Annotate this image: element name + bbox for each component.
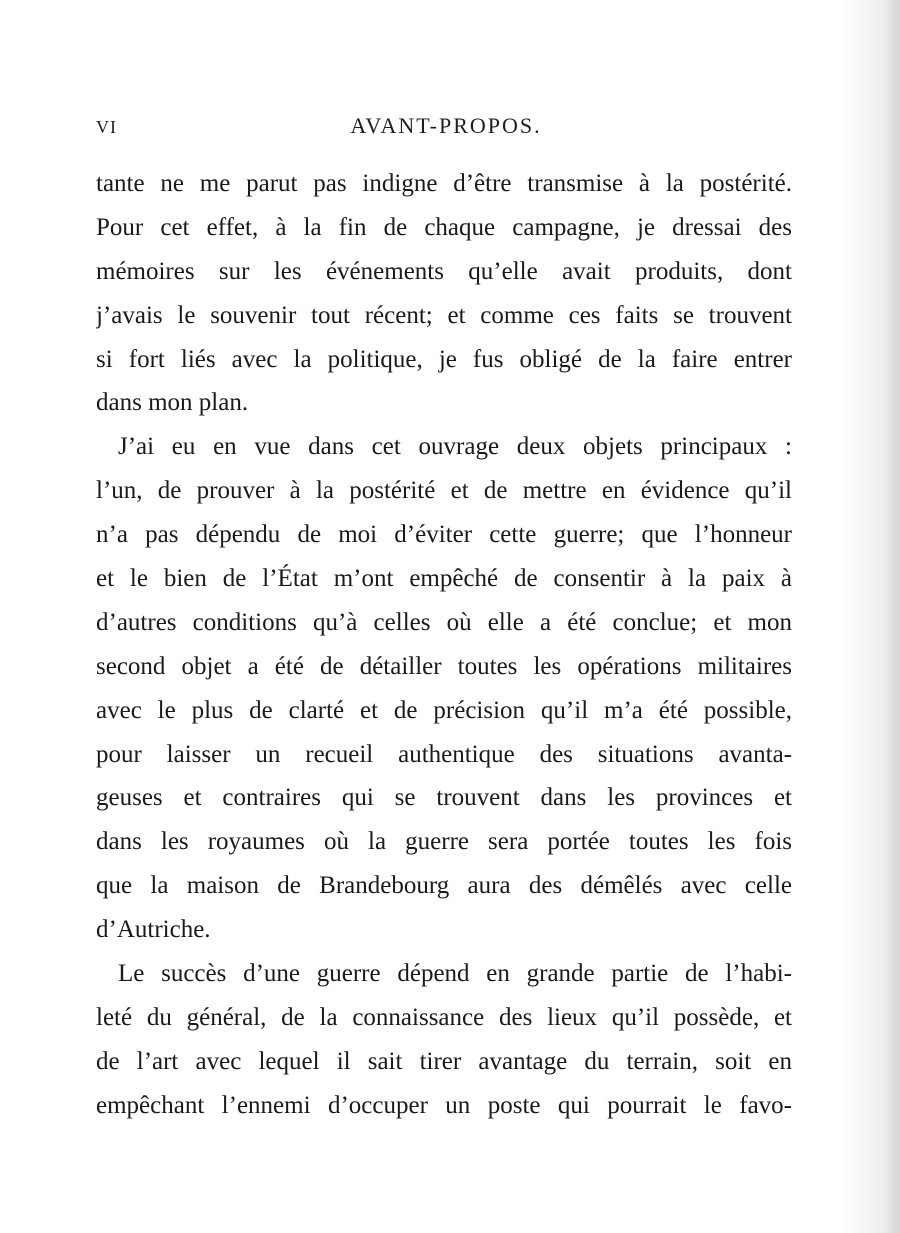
text-line: leté du général, de la connaissance des lieux qu’il possède, et	[96, 1003, 792, 1031]
text-line: geuses et contraires qui se trouvent dans les provinces et	[96, 784, 792, 812]
text-line: de l’art avec lequel il sait tirer avantage du terrain, soit en	[96, 1047, 792, 1075]
page-edge-shadow	[840, 0, 900, 1233]
text-line: et le bien de l’État m’ont empêché de consentir à la paix à	[96, 565, 792, 593]
body-text	[96, 162, 792, 1128]
text-line: mémoires sur les événements qu’elle avait produits, dont	[96, 257, 792, 285]
running-head: AVANT-PROPOS.	[350, 113, 542, 138]
text-line: d’autres conditions qu’à celles où elle a été conclue; et mon	[96, 608, 792, 636]
page-number: VI	[96, 117, 117, 137]
text-line: empêchant l’ennemi d’occuper un poste qui pourrait le favo-	[96, 1091, 792, 1119]
page-header	[96, 113, 796, 143]
text-line: second objet a été de détailler toutes les opérations militaires	[96, 652, 792, 680]
text-line: dans mon plan.	[96, 389, 249, 417]
text-line: avec le plus de clarté et de précision qu’il m’a été possible,	[96, 696, 792, 724]
text-line: d’Autriche.	[96, 916, 211, 944]
text-line: Le succès d’une guerre dépend en grande partie de l’habi-	[118, 960, 792, 988]
text-line: si fort liés avec la politique, je fus obligé de la faire entrer	[96, 345, 792, 373]
text-line: J’ai eu en vue dans cet ouvrage deux objets principaux :	[118, 433, 792, 461]
text-line: l’un, de prouver à la postérité et de mettre en évidence qu’il	[96, 477, 792, 505]
text-line: tante ne me parut pas indigne d’être transmise à la postérité.	[96, 170, 792, 197]
text-line: j’avais le souvenir tout récent; et comme ces faits se trouvent	[96, 301, 792, 329]
text-line: que la maison de Brandebourg aura des démêlés avec celle	[96, 872, 792, 900]
text-line: Pour cet effet, à la fin de chaque campagne, je dressai des	[96, 213, 792, 241]
text-line: n’a pas dépendu de moi d’éviter cette guerre; que l’honneur	[96, 521, 792, 549]
text-line: pour laisser un recueil authentique des situations avanta-	[96, 740, 792, 768]
text-line: dans les royaumes où la guerre sera portée toutes les fois	[96, 828, 792, 856]
